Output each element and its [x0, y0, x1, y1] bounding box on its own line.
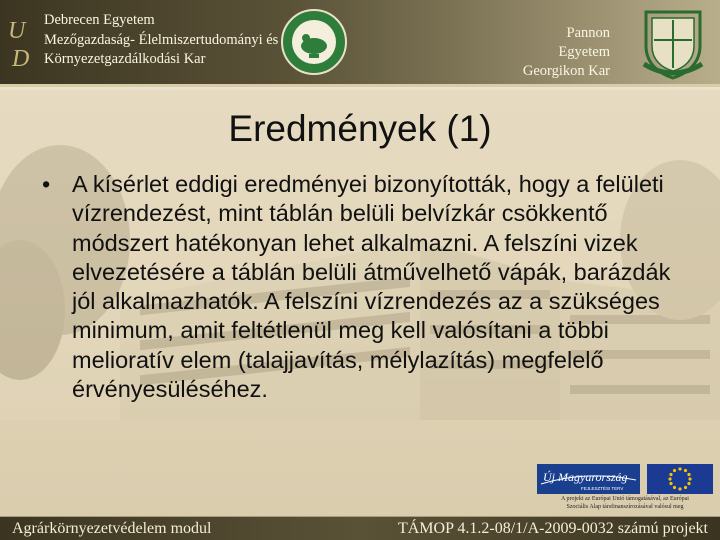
sponsor-caption-line: Szociális Alap társfinanszírozásával valósul meg [566, 503, 684, 510]
georgikon-crest-icon [638, 6, 708, 80]
left-institution-line: Környezetgazdálkodási Kar [44, 51, 206, 67]
bullet-list [42, 170, 692, 404]
svg-text:U: U [8, 18, 26, 44]
left-institution-line: Debrecen Egyetem [44, 12, 155, 28]
sponsor-caption [533, 496, 717, 511]
debrecen-faculty-seal-icon [280, 8, 348, 76]
eu-flag-icon [647, 464, 713, 494]
uj-magyarorszag-logo [537, 464, 640, 494]
bullet-paragraph: A kísérlet eddigi eredményei bizonyították, hogy a felületi vízrendezést, mint táblán belüli belvízkár csökkentő módszert hatékonyan lehet alkalmazni. A felszíni vizek elvezetésére a táblán belüli átművelhető vápák, barázdák jól alkalmazhatók. A felszíni vízrendezés az a szükséges minimum, amit feltétlenül meg kell valósítani a többi melioratív elem (talajjavítás, mélylazítás) megfelelő érvényesüléséhez. [72, 171, 671, 403]
sponsor-logos [533, 460, 717, 510]
slide-footer [0, 516, 720, 540]
slide-title: Eredmények (1) [228, 108, 492, 149]
left-institution-line: Mezőgazdaság- Élelmiszertudományi és [44, 31, 279, 48]
right-institution-line: Georgikon Kar [522, 63, 610, 79]
footer-project-id: TÁMOP 4.1.2-08/1/A-2009-0032 számú projekt [397, 520, 708, 537]
program-logo-subtext: FEJLESZTÉSI TERV [581, 486, 624, 491]
program-logo-text: Új Magyarország [543, 470, 628, 484]
right-institution-name [514, 24, 610, 81]
ud-monogram-icon [6, 12, 36, 70]
left-institution-name [44, 11, 278, 70]
right-institution-line: Pannon Egyetem [558, 25, 610, 60]
slide-header-band [0, 0, 720, 87]
bullet-marker: • [42, 171, 51, 197]
sponsor-caption-line: A projekt az Európai Unió támogatásával, az Európai [561, 496, 689, 502]
svg-text:D: D [12, 46, 30, 70]
footer-module-name: Agrárkörnyezetvédelem modul [12, 520, 212, 537]
